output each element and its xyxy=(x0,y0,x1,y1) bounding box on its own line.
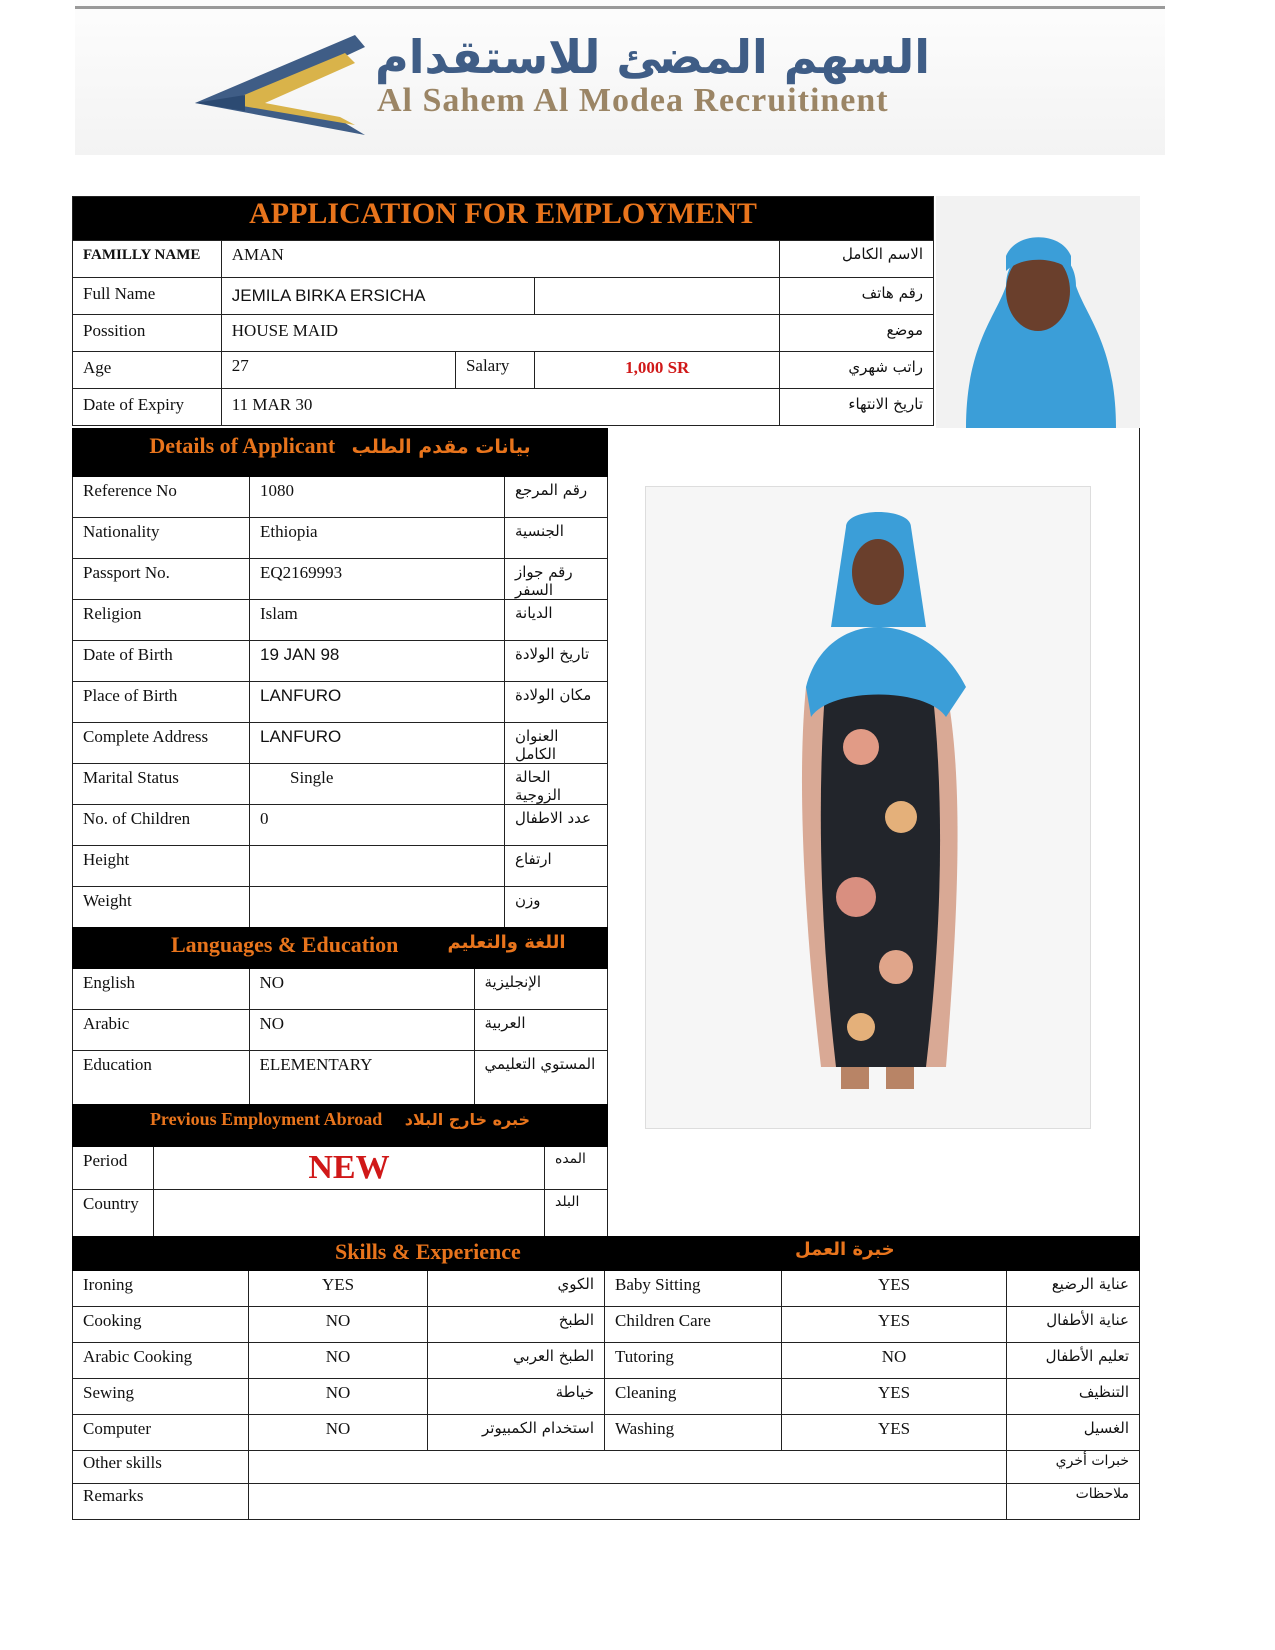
details-row-value: 19 JAN 98 xyxy=(250,641,505,682)
details-row-label: Religion xyxy=(73,600,250,641)
language-row-label: Education xyxy=(73,1051,250,1105)
ar-label-position: موضع xyxy=(780,315,934,352)
details-row-value: Islam xyxy=(250,600,505,641)
skill-label: Baby Sitting xyxy=(605,1271,782,1307)
details-title-ar: بيانات مقدم الطلب xyxy=(351,436,531,458)
logo-arabic-text: السهم المضئ للاستقدام xyxy=(375,30,931,84)
label-other-skills: Other skills xyxy=(73,1451,249,1484)
label-position: Possition xyxy=(73,315,222,352)
details-row-ar-label: رقم جواز السفر xyxy=(505,559,608,600)
skill-label: Arabic Cooking xyxy=(73,1343,249,1379)
details-row-value: 0 xyxy=(250,805,505,846)
language-row xyxy=(73,1051,608,1105)
ar-label-expiry: تاريخ الانتهاء xyxy=(780,389,934,426)
language-row-ar-label: المستوي التعليمي xyxy=(474,1051,608,1105)
details-row-label: Nationality xyxy=(73,518,250,559)
ar-label-full-name: الاسم الكامل xyxy=(780,241,934,278)
details-row xyxy=(73,559,608,600)
details-row xyxy=(73,682,608,723)
skills-row xyxy=(73,1415,1140,1451)
details-row xyxy=(73,518,608,559)
skills-row xyxy=(73,1379,1140,1415)
details-title-en: Details of Applicant xyxy=(149,433,336,458)
details-row-label: Passport No. xyxy=(73,559,250,600)
logo-english-text: Al Sahem Al Modea Recruitinent xyxy=(377,82,889,119)
skills-title-en: Skills & Experience xyxy=(335,1239,521,1264)
value-salary: 1,000 SR xyxy=(534,352,780,389)
skill-ar-label: عناية الأطفال xyxy=(1007,1307,1140,1343)
details-row-value: Ethiopia xyxy=(250,518,505,559)
ar-label-other-skills: خبرات أخري xyxy=(1007,1451,1140,1484)
details-row-ar-label: الديانة xyxy=(505,600,608,641)
skills-row xyxy=(73,1271,1140,1307)
skill-ar-label: الغسيل xyxy=(1007,1415,1140,1451)
languages-title-en: Languages & Education xyxy=(171,932,399,957)
skill-ar-label: الطبخ xyxy=(428,1307,605,1343)
value-family-name: AMAN xyxy=(221,241,780,278)
details-row-value xyxy=(250,887,505,928)
details-row-ar-label: وزن xyxy=(505,887,608,928)
details-row-value: LANFURO xyxy=(250,682,505,723)
details-row-label: Complete Address xyxy=(73,723,250,764)
value-previous-employment: NEW xyxy=(154,1147,545,1190)
details-row xyxy=(73,764,608,805)
label-period: Period xyxy=(73,1147,154,1190)
details-row xyxy=(73,887,608,928)
skill-ar-label: عناية الرضيع xyxy=(1007,1271,1140,1307)
skill-label: Washing xyxy=(605,1415,782,1451)
label-remarks: Remarks xyxy=(73,1484,249,1520)
skill-value: NO xyxy=(249,1415,428,1451)
full-body-image xyxy=(646,487,1090,1128)
details-row-value: LANFURO xyxy=(250,723,505,764)
skill-value: NO xyxy=(249,1343,428,1379)
label-date-of-expiry: Date of Expiry xyxy=(73,389,222,426)
skill-label: Tutoring xyxy=(605,1343,782,1379)
label-country: Country xyxy=(73,1190,154,1237)
language-row-value: ELEMENTARY xyxy=(249,1051,474,1105)
label-full-name: Full Name xyxy=(73,278,222,315)
ar-label-salary: راتب شهري xyxy=(780,352,934,389)
value-full-name: JEMILA BIRKA ERSICHA xyxy=(221,278,534,315)
skill-label: Sewing xyxy=(73,1379,249,1415)
skill-label: Ironing xyxy=(73,1271,249,1307)
skill-ar-label: الكوي xyxy=(428,1271,605,1307)
logo-top-rule xyxy=(75,6,1165,9)
previous-employment-table xyxy=(72,1104,608,1237)
ar-label-phone: رقم هاتف xyxy=(780,278,934,315)
label-salary: Salary xyxy=(455,352,534,389)
skill-value: NO xyxy=(782,1343,1007,1379)
right-column-border xyxy=(1139,428,1140,1236)
details-row-ar-label: الحالة الزوجية xyxy=(505,764,608,805)
languages-title-ar: اللغة والتعليم xyxy=(447,932,566,953)
previous-title-ar: خبره خارج البلاد xyxy=(404,1110,531,1129)
skill-value: YES xyxy=(782,1307,1007,1343)
company-logo-banner xyxy=(75,0,1165,155)
application-title: APPLICATION FOR EMPLOYMENT xyxy=(73,197,934,241)
skill-ar-label: تعليم الأطفال xyxy=(1007,1343,1140,1379)
skill-value: NO xyxy=(249,1307,428,1343)
skill-value: YES xyxy=(782,1379,1007,1415)
label-age: Age xyxy=(73,352,222,389)
language-row-label: English xyxy=(73,969,250,1010)
skill-label: Computer xyxy=(73,1415,249,1451)
language-row xyxy=(73,969,608,1010)
details-row xyxy=(73,600,608,641)
skill-value: YES xyxy=(782,1271,1007,1307)
details-row xyxy=(73,723,608,764)
skills-title-ar: خبرة العمل xyxy=(795,1239,895,1260)
full-body-photo xyxy=(645,486,1091,1129)
details-row xyxy=(73,477,608,518)
value-position: HOUSE MAID xyxy=(221,315,780,352)
skill-label: Cooking xyxy=(73,1307,249,1343)
skill-ar-label: التنظيف xyxy=(1007,1379,1140,1415)
skill-value: NO xyxy=(249,1379,428,1415)
skill-ar-label: استخدام الكمبيوتر xyxy=(428,1415,605,1451)
details-row-ar-label: ارتفاع xyxy=(505,846,608,887)
details-row-label: Weight xyxy=(73,887,250,928)
skill-value: YES xyxy=(249,1271,428,1307)
details-row-value xyxy=(250,846,505,887)
value-age: 27 xyxy=(221,352,455,389)
portrait-photo xyxy=(936,196,1140,428)
language-row xyxy=(73,1010,608,1051)
ar-label-period: المده xyxy=(545,1147,608,1190)
language-row-ar-label: الإنجليزية xyxy=(474,969,608,1010)
skills-table xyxy=(72,1236,1140,1520)
ar-label-country: البلد xyxy=(545,1190,608,1237)
language-row-label: Arabic xyxy=(73,1010,250,1051)
details-row-label: Place of Birth xyxy=(73,682,250,723)
details-row-ar-label: رقم المرجع xyxy=(505,477,608,518)
details-row-label: No. of Children xyxy=(73,805,250,846)
details-row xyxy=(73,805,608,846)
skills-row xyxy=(73,1307,1140,1343)
ar-label-remarks: ملاحظات xyxy=(1007,1484,1140,1520)
value-date-of-expiry: 11 MAR 30 xyxy=(221,389,780,426)
skill-label: Children Care xyxy=(605,1307,782,1343)
details-table xyxy=(72,428,608,928)
details-row-value: Single xyxy=(250,764,505,805)
skill-ar-label: خياطة xyxy=(428,1379,605,1415)
details-row-ar-label: تاريخ الولادة xyxy=(505,641,608,682)
skills-row xyxy=(73,1343,1140,1379)
details-row-label: Marital Status xyxy=(73,764,250,805)
details-row-value: 1080 xyxy=(250,477,505,518)
details-row-ar-label: العنوان الكامل xyxy=(505,723,608,764)
details-row-label: Reference No xyxy=(73,477,250,518)
language-row-ar-label: العربية xyxy=(474,1010,608,1051)
details-row-ar-label: مكان الولادة xyxy=(505,682,608,723)
skill-value: YES xyxy=(782,1415,1007,1451)
languages-table xyxy=(72,927,608,1105)
details-row-value: EQ2169993 xyxy=(250,559,505,600)
language-row-value: NO xyxy=(249,969,474,1010)
skill-ar-label: الطبخ العربي xyxy=(428,1343,605,1379)
details-row-label: Height xyxy=(73,846,250,887)
portrait-image xyxy=(936,196,1140,428)
arrow-logo-icon xyxy=(155,25,375,145)
skill-label: Cleaning xyxy=(605,1379,782,1415)
details-row xyxy=(73,641,608,682)
label-family-name: FAMILLY NAME xyxy=(73,241,222,278)
details-row-ar-label: عدد الاطفال xyxy=(505,805,608,846)
details-row-ar-label: الجنسية xyxy=(505,518,608,559)
application-header-table xyxy=(72,196,934,426)
previous-title-en: Previous Employment Abroad xyxy=(149,1109,383,1129)
details-row-label: Date of Birth xyxy=(73,641,250,682)
details-row xyxy=(73,846,608,887)
language-row-value: NO xyxy=(249,1010,474,1051)
